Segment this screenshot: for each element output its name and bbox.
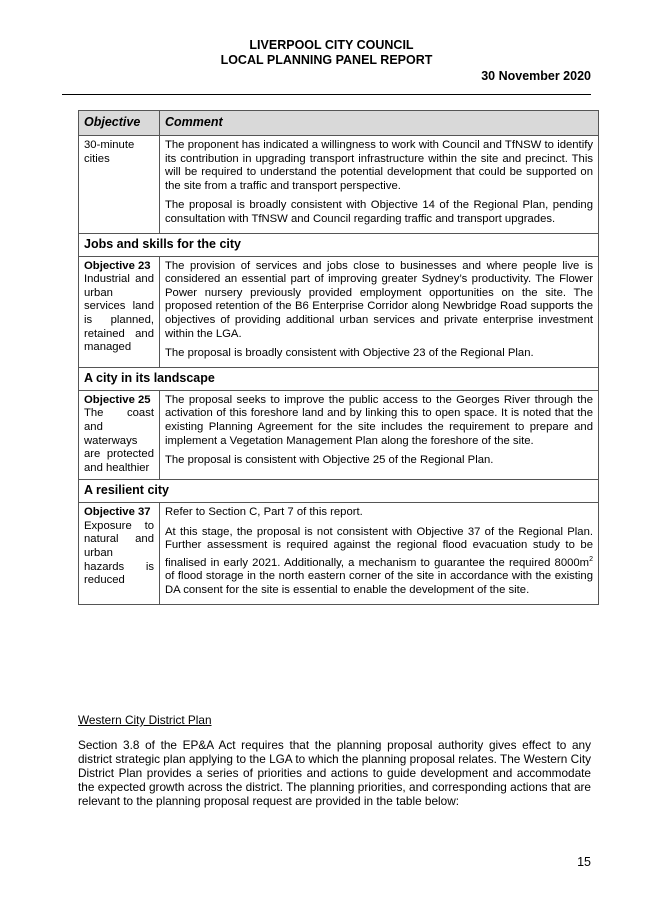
section-row [79,367,599,390]
objective-text: Industrial and urban services land is planned, retained and managed [84,273,154,354]
table-header-row [79,111,599,136]
section-heading: Jobs and skills for the city [79,233,599,256]
table-row [79,503,599,604]
section-heading: A resilient city [79,480,599,503]
report-date: 30 November 2020 [481,69,591,83]
objective-number: Objective 23 [84,259,151,272]
comment-cell [160,256,599,367]
comment-paragraph: Refer to Section C, Part 7 of this report. [165,506,363,519]
comment-paragraph: The provision of services and jobs close to businesses and where people live is considered an essential part of improving greater Sydney’s productivity. The Flower Power nursery previously provided employment opportunities on the site. The proposed retention of the B6 Enterprise Corridor along Newbridge Road supports the objectives of providing additional urban services and private enterprise investment within the LGA. [165,259,593,340]
page-number: 15 [577,855,591,869]
comment-paragraph [165,526,593,598]
table-row [79,390,599,480]
council-name: LIVERPOOL CITY COUNCIL [249,38,414,52]
section-row [79,233,599,256]
objective-text: Exposure to natural and urban hazards is reduced [84,519,154,587]
column-header-comment: Comment [160,111,599,136]
comment-cell [160,390,599,480]
comment-paragraph: The proposal is broadly consistent with Objective 14 of the Regional Plan, pending consultation with TfNSW and Council regarding traffic and transport upgrades. [165,199,593,225]
column-header-objective: Objective [79,111,160,136]
table-row [79,136,599,234]
objective-cell [79,390,160,480]
section-row [79,480,599,503]
objective-number: Objective 37 [84,506,151,519]
header-divider [62,94,591,95]
comment-paragraph: The proposal is broadly consistent with Objective 23 of the Regional Plan. [165,347,534,360]
objective-cell [79,503,160,604]
comment-paragraph: The proponent has indicated a willingness to work with Council and TfNSW to identify its contribution in upgrading transport infrastructure within the site and precinct. This will be required to understand the potential development that could be supported on the site from a traffic and transport perspective. [165,139,593,192]
comment-cell [160,136,599,234]
objective-cell [79,256,160,367]
comment-text: of flood storage in the north eastern corner of the site in accordance with the existing DA consent for the site is essential to enable the development of the site. [165,570,593,597]
objective-number: Objective 25 [84,393,151,406]
report-title: LOCAL PLANNING PANEL REPORT [220,53,433,67]
section-heading: A city in its landscape [79,367,599,390]
objectives-table [78,110,599,605]
body-paragraph: Section 3.8 of the EP&A Act requires that the planning proposal authority gives effect to any district strategic plan applying to the LGA to which the planning proposal relates. The Western City District Plan provides a series of priorities and actions to guide development and accommodate the expected growth across the district. The planning priorities, and corresponding actions that are relevant to the planning proposal request are provided in the table below: [78,738,591,808]
comment-cell [160,503,599,604]
comment-paragraph: The proposal seeks to improve the public access to the Georges River through the activation of this foreshore land and by linking this to open space. It is noted that the existing Planning Agreement for the site includes the requirement to prepare and implement a Vegetation Management Plan along the foreshore of the site. [165,393,593,447]
comment-text: At this stage, the proposal is not consistent with Objective 37 of the Regional Plan. Further assessment is required against the regional flood evacuation study to be finalised in early 2021. Additionally, a mechanism to guarantee the required 8000m [165,525,593,569]
table-row [79,256,599,367]
superscript: 2 [589,556,593,564]
section-subheading: Western City District Plan [78,713,212,727]
objective-text: The coast and waterways are protected and healthier [84,407,154,474]
comment-paragraph: The proposal is consistent with Objective 25 of the Regional Plan. [165,454,494,467]
objective-cell [79,136,160,234]
objective-text: 30-minute cities [84,139,135,165]
report-header [0,38,653,68]
